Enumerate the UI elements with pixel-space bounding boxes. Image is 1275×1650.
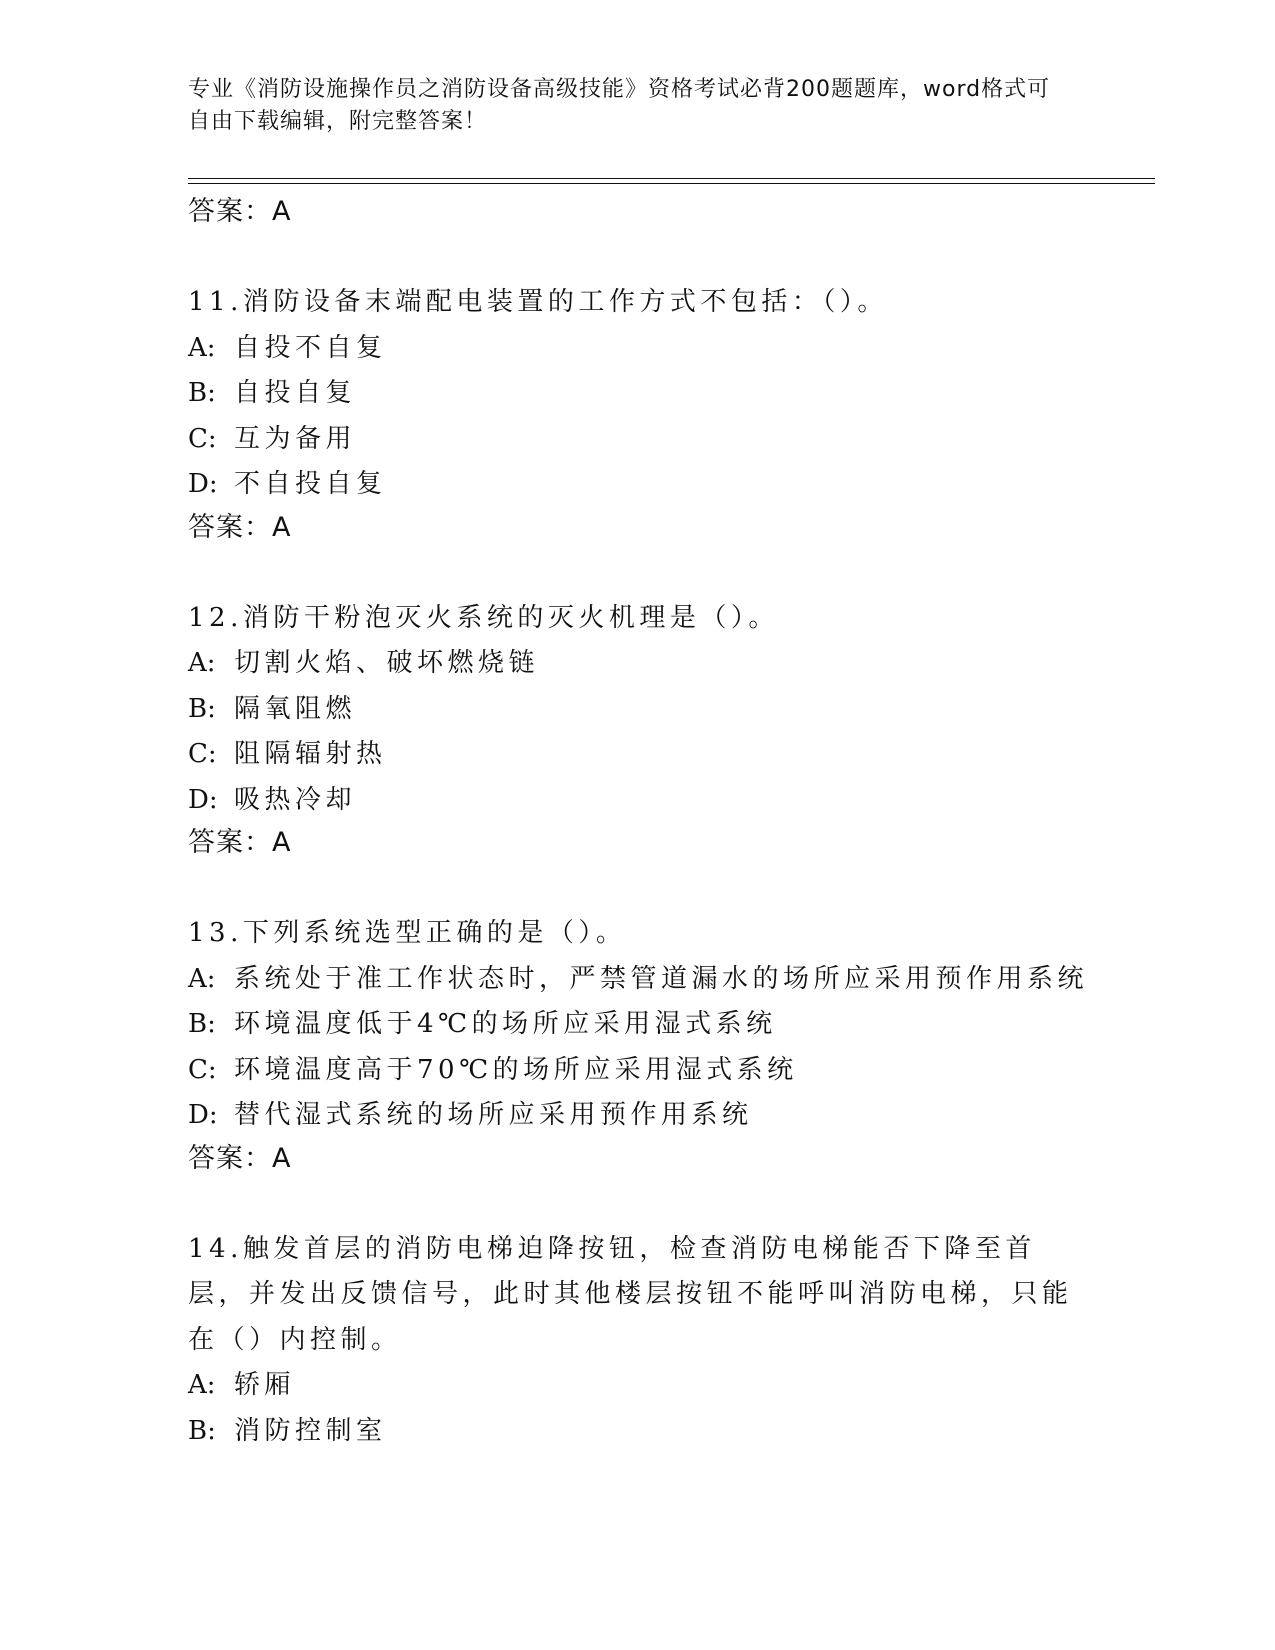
option-key: C:	[188, 423, 217, 454]
option-text: 轿厢	[234, 1370, 296, 1400]
option-d	[188, 462, 1088, 508]
option-a	[188, 326, 1088, 372]
option-key: B:	[188, 378, 216, 408]
option-key: C:	[188, 1054, 217, 1085]
header-rule-bottom	[188, 183, 1155, 184]
option-text: 不自投自复	[234, 469, 387, 499]
option-text: 自投自复	[234, 378, 357, 408]
option-c	[188, 417, 1088, 463]
option-key: A:	[188, 332, 216, 363]
option-c	[188, 732, 1088, 778]
header-rule-top	[188, 178, 1155, 179]
question-text: 13.下列系统选型正确的是（）。	[188, 918, 627, 948]
option-c	[188, 1048, 1088, 1094]
option-key: B:	[188, 1415, 216, 1446]
option-b	[188, 371, 1088, 417]
option-b	[188, 1002, 1088, 1048]
question-13	[188, 911, 1088, 1179]
option-key: D:	[188, 469, 218, 499]
question-text: 14.触发首层的消防电梯迫降按钮，检查消防电梯能否下降至首层，并发出反馈信号，此时其他楼层按钮不能呼叫消防电梯，只能在（）内控制。	[188, 1233, 1073, 1355]
option-text: 吸热冷却	[234, 784, 357, 815]
option-a	[188, 957, 1088, 1003]
option-text: 系统处于准工作状态时，严禁管道漏水的场所应采用预作用系统	[234, 963, 1089, 994]
option-key: B:	[188, 693, 216, 724]
question-text: 12.消防干粉泡灭火系统的灭火机理是（）。	[188, 602, 779, 633]
option-text: 阻隔辐射热	[234, 739, 387, 769]
option-a	[188, 1363, 1088, 1409]
option-key: A:	[188, 1370, 216, 1400]
option-text: 自投不自复	[234, 332, 387, 363]
option-key: A:	[188, 648, 216, 678]
option-b	[188, 687, 1088, 733]
option-key: A:	[188, 963, 216, 994]
previous-answer: 答案：A	[188, 196, 292, 227]
option-text: 切割火焰、破坏燃烧链	[234, 648, 540, 678]
option-d	[188, 1093, 1088, 1139]
option-b	[188, 1409, 1088, 1455]
option-key: D:	[188, 784, 218, 815]
question-11	[188, 280, 1088, 548]
option-text: 环境温度低于4℃的场所应采用湿式系统	[234, 1009, 777, 1039]
option-text: 消防控制室	[234, 1415, 387, 1446]
option-text: 隔氧阻燃	[234, 693, 357, 724]
document-header: 专业《消防设施操作员之消防设备高级技能》资格考试必背200题题库，word格式可自由下载编辑，附完整答案！	[188, 77, 1051, 134]
option-key: B:	[188, 1009, 216, 1039]
answer-line: 答案：A	[188, 827, 292, 858]
option-key: D:	[188, 1100, 218, 1130]
question-12	[188, 596, 1088, 864]
option-key: C:	[188, 739, 217, 769]
option-text: 互为备用	[234, 423, 357, 454]
option-text: 环境温度高于70℃的场所应采用湿式系统	[234, 1054, 798, 1085]
option-text: 替代湿式系统的场所应采用预作用系统	[234, 1100, 753, 1130]
question-text: 11.消防设备末端配电装置的工作方式不包括：（）。	[188, 287, 888, 317]
option-a	[188, 641, 1088, 687]
answer-line: 答案：A	[188, 1142, 292, 1174]
question-list	[188, 192, 1088, 1454]
answer-line: 答案：A	[188, 511, 292, 543]
option-d	[188, 778, 1088, 824]
question-14	[188, 1227, 1088, 1455]
